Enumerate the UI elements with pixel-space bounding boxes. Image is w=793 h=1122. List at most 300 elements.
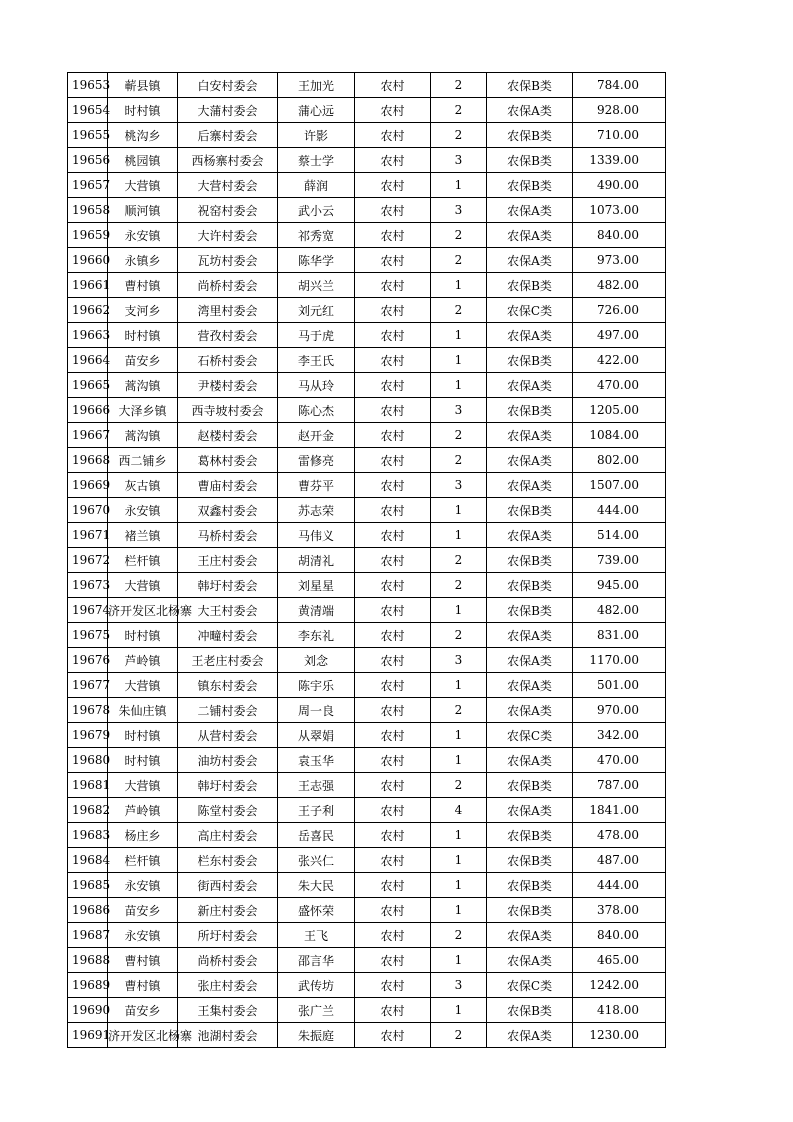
area-type-cell: 农村 bbox=[355, 248, 431, 273]
village-committee-cell: 王集村委会 bbox=[178, 998, 278, 1023]
town-cell: 蕲县镇 bbox=[108, 73, 178, 98]
village-committee-cell: 大营村委会 bbox=[178, 173, 278, 198]
village-committee-cell: 韩圩村委会 bbox=[178, 573, 278, 598]
table-row bbox=[68, 323, 666, 348]
table-row bbox=[68, 973, 666, 998]
table-row bbox=[68, 473, 666, 498]
insurance-category-cell: 农保B类 bbox=[487, 598, 573, 623]
record-id-cell: 19685 bbox=[68, 873, 108, 898]
name-cell: 刘念 bbox=[278, 648, 355, 673]
town-cell: 永镇乡 bbox=[108, 248, 178, 273]
record-id-cell: 19658 bbox=[68, 198, 108, 223]
record-id-cell: 19676 bbox=[68, 648, 108, 673]
name-cell: 陈宇乐 bbox=[278, 673, 355, 698]
area-type-cell: 农村 bbox=[355, 598, 431, 623]
amount-cell: 726.00 bbox=[573, 298, 666, 323]
household-size-cell: 2 bbox=[431, 298, 487, 323]
town-cell: 蒿沟镇 bbox=[108, 423, 178, 448]
record-id-cell: 19659 bbox=[68, 223, 108, 248]
name-cell: 朱大民 bbox=[278, 873, 355, 898]
household-size-cell: 1 bbox=[431, 998, 487, 1023]
record-id-cell: 19653 bbox=[68, 73, 108, 98]
table-row bbox=[68, 373, 666, 398]
amount-cell: 1205.00 bbox=[573, 398, 666, 423]
name-cell: 张广兰 bbox=[278, 998, 355, 1023]
table-row bbox=[68, 498, 666, 523]
town-cell: 苗安乡 bbox=[108, 998, 178, 1023]
village-committee-cell: 栏东村委会 bbox=[178, 848, 278, 873]
amount-cell: 482.00 bbox=[573, 598, 666, 623]
household-size-cell: 1 bbox=[431, 948, 487, 973]
town-cell: 芦岭镇 bbox=[108, 648, 178, 673]
name-cell: 苏志荣 bbox=[278, 498, 355, 523]
household-size-cell: 2 bbox=[431, 1023, 487, 1048]
table-row bbox=[68, 848, 666, 873]
insurance-category-cell: 农保A类 bbox=[487, 98, 573, 123]
town-cell: 大泽乡镇 bbox=[108, 398, 178, 423]
table-row bbox=[68, 273, 666, 298]
amount-cell: 490.00 bbox=[573, 173, 666, 198]
record-id-cell: 19683 bbox=[68, 823, 108, 848]
table-row bbox=[68, 698, 666, 723]
village-committee-cell: 所圩村委会 bbox=[178, 923, 278, 948]
area-type-cell: 农村 bbox=[355, 723, 431, 748]
area-type-cell: 农村 bbox=[355, 73, 431, 98]
household-size-cell: 1 bbox=[431, 498, 487, 523]
town-cell: 时村镇 bbox=[108, 748, 178, 773]
insurance-category-cell: 农保A类 bbox=[487, 198, 573, 223]
area-type-cell: 农村 bbox=[355, 523, 431, 548]
household-size-cell: 2 bbox=[431, 223, 487, 248]
amount-cell: 470.00 bbox=[573, 373, 666, 398]
area-type-cell: 农村 bbox=[355, 623, 431, 648]
household-size-cell: 4 bbox=[431, 798, 487, 823]
insurance-category-cell: 农保C类 bbox=[487, 723, 573, 748]
town-cell: 济开发区北杨寨 bbox=[108, 1023, 178, 1048]
name-cell: 曹芬平 bbox=[278, 473, 355, 498]
amount-cell: 501.00 bbox=[573, 673, 666, 698]
name-cell: 刘元红 bbox=[278, 298, 355, 323]
area-type-cell: 农村 bbox=[355, 423, 431, 448]
data-sheet bbox=[67, 72, 665, 1048]
town-cell: 曹村镇 bbox=[108, 973, 178, 998]
area-type-cell: 农村 bbox=[355, 1023, 431, 1048]
insurance-category-cell: 农保B类 bbox=[487, 348, 573, 373]
village-committee-cell: 葛林村委会 bbox=[178, 448, 278, 473]
amount-cell: 342.00 bbox=[573, 723, 666, 748]
area-type-cell: 农村 bbox=[355, 473, 431, 498]
table-row bbox=[68, 398, 666, 423]
household-size-cell: 1 bbox=[431, 598, 487, 623]
record-id-cell: 19672 bbox=[68, 548, 108, 573]
insurance-category-cell: 农保A类 bbox=[487, 373, 573, 398]
village-committee-cell: 镇东村委会 bbox=[178, 673, 278, 698]
household-size-cell: 2 bbox=[431, 248, 487, 273]
area-type-cell: 农村 bbox=[355, 348, 431, 373]
area-type-cell: 农村 bbox=[355, 873, 431, 898]
amount-cell: 465.00 bbox=[573, 948, 666, 973]
insurance-category-cell: 农保B类 bbox=[487, 848, 573, 873]
household-size-cell: 2 bbox=[431, 698, 487, 723]
record-id-cell: 19674 bbox=[68, 598, 108, 623]
amount-cell: 784.00 bbox=[573, 73, 666, 98]
insurance-category-cell: 农保A类 bbox=[487, 423, 573, 448]
name-cell: 盛怀荣 bbox=[278, 898, 355, 923]
area-type-cell: 农村 bbox=[355, 123, 431, 148]
area-type-cell: 农村 bbox=[355, 698, 431, 723]
town-cell: 支河乡 bbox=[108, 298, 178, 323]
area-type-cell: 农村 bbox=[355, 398, 431, 423]
amount-cell: 840.00 bbox=[573, 923, 666, 948]
table-body bbox=[68, 73, 666, 1048]
name-cell: 李东礼 bbox=[278, 623, 355, 648]
insurance-category-cell: 农保A类 bbox=[487, 323, 573, 348]
amount-cell: 840.00 bbox=[573, 223, 666, 248]
household-size-cell: 1 bbox=[431, 873, 487, 898]
name-cell: 黄清端 bbox=[278, 598, 355, 623]
amount-cell: 422.00 bbox=[573, 348, 666, 373]
name-cell: 武小云 bbox=[278, 198, 355, 223]
area-type-cell: 农村 bbox=[355, 223, 431, 248]
name-cell: 李王氏 bbox=[278, 348, 355, 373]
table-row bbox=[68, 773, 666, 798]
record-id-cell: 19688 bbox=[68, 948, 108, 973]
record-id-cell: 19657 bbox=[68, 173, 108, 198]
town-cell: 永安镇 bbox=[108, 498, 178, 523]
name-cell: 陈心杰 bbox=[278, 398, 355, 423]
town-cell: 桃园镇 bbox=[108, 148, 178, 173]
household-size-cell: 1 bbox=[431, 898, 487, 923]
town-cell: 曹村镇 bbox=[108, 948, 178, 973]
record-id-cell: 19668 bbox=[68, 448, 108, 473]
town-cell: 灰古镇 bbox=[108, 473, 178, 498]
household-size-cell: 2 bbox=[431, 423, 487, 448]
insurance-category-cell: 农保C类 bbox=[487, 973, 573, 998]
table-row bbox=[68, 1023, 666, 1048]
town-cell: 大营镇 bbox=[108, 573, 178, 598]
area-type-cell: 农村 bbox=[355, 748, 431, 773]
village-committee-cell: 王庄村委会 bbox=[178, 548, 278, 573]
town-cell: 杨庄乡 bbox=[108, 823, 178, 848]
village-committee-cell: 西杨寨村委会 bbox=[178, 148, 278, 173]
name-cell: 胡兴兰 bbox=[278, 273, 355, 298]
name-cell: 周一良 bbox=[278, 698, 355, 723]
name-cell: 王子利 bbox=[278, 798, 355, 823]
village-committee-cell: 白安村委会 bbox=[178, 73, 278, 98]
town-cell: 时村镇 bbox=[108, 623, 178, 648]
village-committee-cell: 冲疃村委会 bbox=[178, 623, 278, 648]
table-row bbox=[68, 198, 666, 223]
household-size-cell: 2 bbox=[431, 548, 487, 573]
town-cell: 朱仙庄镇 bbox=[108, 698, 178, 723]
name-cell: 胡清礼 bbox=[278, 548, 355, 573]
record-id-cell: 19684 bbox=[68, 848, 108, 873]
amount-cell: 1339.00 bbox=[573, 148, 666, 173]
amount-cell: 497.00 bbox=[573, 323, 666, 348]
area-type-cell: 农村 bbox=[355, 323, 431, 348]
amount-cell: 710.00 bbox=[573, 123, 666, 148]
table-row bbox=[68, 423, 666, 448]
town-cell: 蒿沟镇 bbox=[108, 373, 178, 398]
table-row bbox=[68, 248, 666, 273]
area-type-cell: 农村 bbox=[355, 548, 431, 573]
name-cell: 马从玲 bbox=[278, 373, 355, 398]
household-size-cell: 2 bbox=[431, 73, 487, 98]
insurance-category-cell: 农保B类 bbox=[487, 148, 573, 173]
amount-cell: 831.00 bbox=[573, 623, 666, 648]
name-cell: 马伟义 bbox=[278, 523, 355, 548]
household-size-cell: 1 bbox=[431, 848, 487, 873]
household-size-cell: 1 bbox=[431, 748, 487, 773]
table-row bbox=[68, 798, 666, 823]
area-type-cell: 农村 bbox=[355, 898, 431, 923]
insurance-category-cell: 农保A类 bbox=[487, 223, 573, 248]
record-id-cell: 19667 bbox=[68, 423, 108, 448]
table-row bbox=[68, 148, 666, 173]
amount-cell: 970.00 bbox=[573, 698, 666, 723]
household-size-cell: 3 bbox=[431, 398, 487, 423]
record-id-cell: 19689 bbox=[68, 973, 108, 998]
name-cell: 许影 bbox=[278, 123, 355, 148]
village-committee-cell: 高庄村委会 bbox=[178, 823, 278, 848]
insurance-category-cell: 农保A类 bbox=[487, 648, 573, 673]
record-id-cell: 19670 bbox=[68, 498, 108, 523]
village-committee-cell: 双鑫村委会 bbox=[178, 498, 278, 523]
record-id-cell: 19682 bbox=[68, 798, 108, 823]
name-cell: 刘星星 bbox=[278, 573, 355, 598]
record-id-cell: 19681 bbox=[68, 773, 108, 798]
village-committee-cell: 后寨村委会 bbox=[178, 123, 278, 148]
household-size-cell: 1 bbox=[431, 173, 487, 198]
town-cell: 时村镇 bbox=[108, 323, 178, 348]
household-size-cell: 2 bbox=[431, 773, 487, 798]
table-row bbox=[68, 998, 666, 1023]
amount-cell: 1073.00 bbox=[573, 198, 666, 223]
village-committee-cell: 赵楼村委会 bbox=[178, 423, 278, 448]
village-committee-cell: 湾里村委会 bbox=[178, 298, 278, 323]
village-committee-cell: 大王村委会 bbox=[178, 598, 278, 623]
area-type-cell: 农村 bbox=[355, 923, 431, 948]
insurance-category-cell: 农保B类 bbox=[487, 898, 573, 923]
area-type-cell: 农村 bbox=[355, 848, 431, 873]
amount-cell: 802.00 bbox=[573, 448, 666, 473]
name-cell: 王志强 bbox=[278, 773, 355, 798]
name-cell: 祁秀宽 bbox=[278, 223, 355, 248]
town-cell: 芦岭镇 bbox=[108, 798, 178, 823]
town-cell: 栏杆镇 bbox=[108, 848, 178, 873]
amount-cell: 444.00 bbox=[573, 498, 666, 523]
village-committee-cell: 营孜村委会 bbox=[178, 323, 278, 348]
insurance-category-cell: 农保A类 bbox=[487, 1023, 573, 1048]
insurance-category-cell: 农保A类 bbox=[487, 473, 573, 498]
table-row bbox=[68, 573, 666, 598]
record-id-cell: 19664 bbox=[68, 348, 108, 373]
record-id-cell: 19675 bbox=[68, 623, 108, 648]
record-id-cell: 19673 bbox=[68, 573, 108, 598]
town-cell: 大营镇 bbox=[108, 773, 178, 798]
table-row bbox=[68, 598, 666, 623]
village-committee-cell: 西寺坡村委会 bbox=[178, 398, 278, 423]
amount-cell: 482.00 bbox=[573, 273, 666, 298]
village-committee-cell: 曹庙村委会 bbox=[178, 473, 278, 498]
town-cell: 曹村镇 bbox=[108, 273, 178, 298]
household-size-cell: 1 bbox=[431, 723, 487, 748]
insurance-category-cell: 农保B类 bbox=[487, 498, 573, 523]
insurance-category-cell: 农保A类 bbox=[487, 698, 573, 723]
record-id-cell: 19680 bbox=[68, 748, 108, 773]
town-cell: 大营镇 bbox=[108, 673, 178, 698]
town-cell: 永安镇 bbox=[108, 223, 178, 248]
town-cell: 永安镇 bbox=[108, 873, 178, 898]
town-cell: 时村镇 bbox=[108, 98, 178, 123]
table-row bbox=[68, 948, 666, 973]
name-cell: 蔡士学 bbox=[278, 148, 355, 173]
household-size-cell: 2 bbox=[431, 923, 487, 948]
household-size-cell: 1 bbox=[431, 273, 487, 298]
table-row bbox=[68, 123, 666, 148]
amount-cell: 1242.00 bbox=[573, 973, 666, 998]
amount-cell: 444.00 bbox=[573, 873, 666, 898]
name-cell: 袁玉华 bbox=[278, 748, 355, 773]
name-cell: 赵开金 bbox=[278, 423, 355, 448]
household-size-cell: 1 bbox=[431, 348, 487, 373]
insurance-category-cell: 农保A类 bbox=[487, 923, 573, 948]
household-size-cell: 3 bbox=[431, 648, 487, 673]
insurance-category-cell: 农保C类 bbox=[487, 298, 573, 323]
area-type-cell: 农村 bbox=[355, 823, 431, 848]
amount-cell: 1230.00 bbox=[573, 1023, 666, 1048]
village-committee-cell: 二铺村委会 bbox=[178, 698, 278, 723]
town-cell: 苗安乡 bbox=[108, 898, 178, 923]
household-size-cell: 3 bbox=[431, 148, 487, 173]
area-type-cell: 农村 bbox=[355, 498, 431, 523]
insurance-category-cell: 农保B类 bbox=[487, 173, 573, 198]
amount-cell: 1170.00 bbox=[573, 648, 666, 673]
name-cell: 王飞 bbox=[278, 923, 355, 948]
record-id-cell: 19663 bbox=[68, 323, 108, 348]
household-size-cell: 2 bbox=[431, 123, 487, 148]
household-size-cell: 2 bbox=[431, 573, 487, 598]
record-id-cell: 19654 bbox=[68, 98, 108, 123]
amount-cell: 470.00 bbox=[573, 748, 666, 773]
area-type-cell: 农村 bbox=[355, 148, 431, 173]
table-row bbox=[68, 448, 666, 473]
area-type-cell: 农村 bbox=[355, 173, 431, 198]
village-committee-cell: 池湖村委会 bbox=[178, 1023, 278, 1048]
insurance-category-cell: 农保A类 bbox=[487, 948, 573, 973]
village-committee-cell: 大蒲村委会 bbox=[178, 98, 278, 123]
town-cell: 大营镇 bbox=[108, 173, 178, 198]
household-size-cell: 1 bbox=[431, 673, 487, 698]
amount-cell: 478.00 bbox=[573, 823, 666, 848]
area-type-cell: 农村 bbox=[355, 648, 431, 673]
record-id-cell: 19656 bbox=[68, 148, 108, 173]
household-size-cell: 1 bbox=[431, 323, 487, 348]
record-id-cell: 19678 bbox=[68, 698, 108, 723]
household-size-cell: 2 bbox=[431, 98, 487, 123]
record-id-cell: 19686 bbox=[68, 898, 108, 923]
amount-cell: 1084.00 bbox=[573, 423, 666, 448]
town-cell: 褚兰镇 bbox=[108, 523, 178, 548]
table-row bbox=[68, 298, 666, 323]
record-id-cell: 19655 bbox=[68, 123, 108, 148]
table-row bbox=[68, 898, 666, 923]
amount-cell: 739.00 bbox=[573, 548, 666, 573]
record-id-cell: 19669 bbox=[68, 473, 108, 498]
name-cell: 邵言华 bbox=[278, 948, 355, 973]
insurance-category-cell: 农保A类 bbox=[487, 523, 573, 548]
amount-cell: 514.00 bbox=[573, 523, 666, 548]
record-id-cell: 19691 bbox=[68, 1023, 108, 1048]
village-committee-cell: 瓦坊村委会 bbox=[178, 248, 278, 273]
name-cell: 张兴仁 bbox=[278, 848, 355, 873]
village-committee-cell: 油坊村委会 bbox=[178, 748, 278, 773]
area-type-cell: 农村 bbox=[355, 198, 431, 223]
name-cell: 从翠娟 bbox=[278, 723, 355, 748]
village-committee-cell: 陈堂村委会 bbox=[178, 798, 278, 823]
area-type-cell: 农村 bbox=[355, 573, 431, 598]
record-id-cell: 19665 bbox=[68, 373, 108, 398]
area-type-cell: 农村 bbox=[355, 998, 431, 1023]
name-cell: 薛润 bbox=[278, 173, 355, 198]
table-row bbox=[68, 748, 666, 773]
household-size-cell: 3 bbox=[431, 473, 487, 498]
amount-cell: 928.00 bbox=[573, 98, 666, 123]
insurance-category-cell: 农保B类 bbox=[487, 823, 573, 848]
village-committee-cell: 张庄村委会 bbox=[178, 973, 278, 998]
area-type-cell: 农村 bbox=[355, 948, 431, 973]
area-type-cell: 农村 bbox=[355, 373, 431, 398]
record-id-cell: 19677 bbox=[68, 673, 108, 698]
record-id-cell: 19679 bbox=[68, 723, 108, 748]
amount-cell: 378.00 bbox=[573, 898, 666, 923]
insurance-category-cell: 农保B类 bbox=[487, 998, 573, 1023]
name-cell: 岳喜民 bbox=[278, 823, 355, 848]
insurance-category-cell: 农保B类 bbox=[487, 773, 573, 798]
area-type-cell: 农村 bbox=[355, 448, 431, 473]
insurance-category-cell: 农保A类 bbox=[487, 673, 573, 698]
amount-cell: 1507.00 bbox=[573, 473, 666, 498]
village-committee-cell: 街西村委会 bbox=[178, 873, 278, 898]
table-row bbox=[68, 673, 666, 698]
table-row bbox=[68, 723, 666, 748]
village-committee-cell: 马桥村委会 bbox=[178, 523, 278, 548]
area-type-cell: 农村 bbox=[355, 773, 431, 798]
town-cell: 时村镇 bbox=[108, 723, 178, 748]
insurance-category-cell: 农保A类 bbox=[487, 448, 573, 473]
record-id-cell: 19660 bbox=[68, 248, 108, 273]
table-row bbox=[68, 823, 666, 848]
household-size-cell: 2 bbox=[431, 623, 487, 648]
village-committee-cell: 尚桥村委会 bbox=[178, 273, 278, 298]
household-size-cell: 3 bbox=[431, 198, 487, 223]
table-row bbox=[68, 98, 666, 123]
table-row bbox=[68, 173, 666, 198]
area-type-cell: 农村 bbox=[355, 973, 431, 998]
household-size-cell: 1 bbox=[431, 373, 487, 398]
town-cell: 苗安乡 bbox=[108, 348, 178, 373]
insurance-category-cell: 农保B类 bbox=[487, 873, 573, 898]
area-type-cell: 农村 bbox=[355, 798, 431, 823]
record-id-cell: 19671 bbox=[68, 523, 108, 548]
name-cell: 马于虎 bbox=[278, 323, 355, 348]
amount-cell: 1841.00 bbox=[573, 798, 666, 823]
record-id-cell: 19690 bbox=[68, 998, 108, 1023]
name-cell: 雷修亮 bbox=[278, 448, 355, 473]
record-id-cell: 19666 bbox=[68, 398, 108, 423]
insurance-category-cell: 农保A类 bbox=[487, 623, 573, 648]
records-table bbox=[67, 72, 666, 1048]
